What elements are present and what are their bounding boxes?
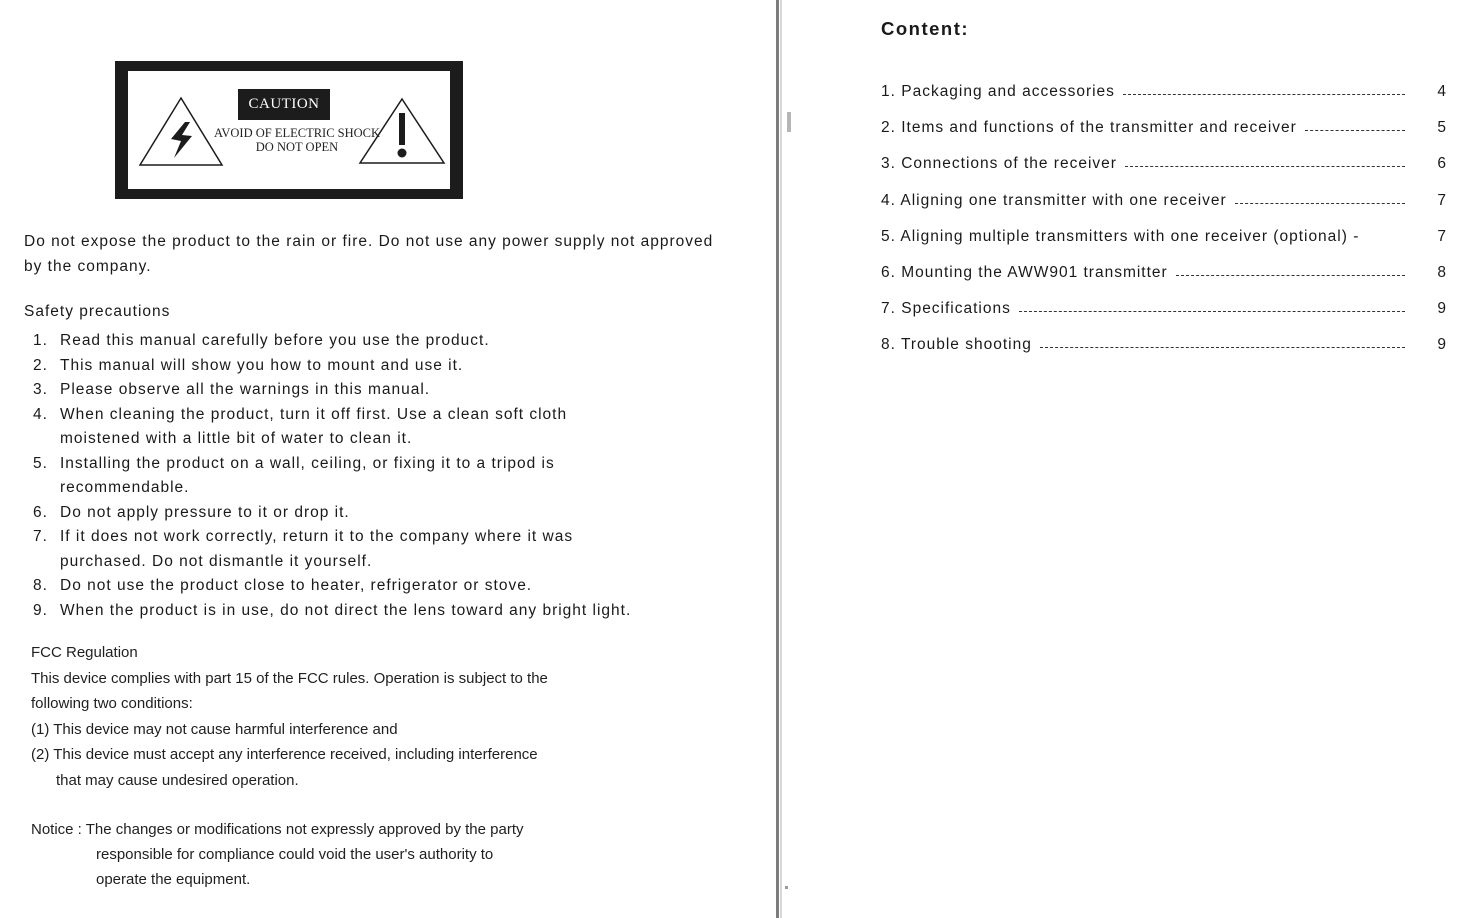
- toc-entry-label: 8. Trouble shooting: [881, 336, 1032, 354]
- fcc-line-2: following two conditions:: [31, 695, 193, 712]
- safety-heading: Safety precautions: [24, 303, 171, 320]
- item-number: 1.: [33, 332, 48, 349]
- item-text: Do not apply pressure to it or drop it.: [60, 503, 350, 521]
- exclamation-warning-icon: [358, 97, 446, 165]
- list-item: [33, 525, 723, 574]
- list-item: [33, 574, 723, 599]
- list-item: [33, 329, 723, 354]
- item-text: When cleaning the product, turn it off first. Use a clean soft cloth moistened with a little bit of water to clean it.: [60, 405, 568, 447]
- notice-line-2: responsible for compliance could void the user's authority to: [96, 846, 494, 863]
- toc-entry-page: 9: [1437, 336, 1447, 354]
- toc-entry[interactable]: [881, 219, 1447, 255]
- item-number: 8.: [33, 577, 48, 594]
- fcc-condition-1: (1) This device may not cause harmful interference and: [31, 720, 398, 738]
- table-of-contents: [881, 74, 1447, 364]
- toc-leader: [1176, 275, 1405, 277]
- notice-line-3: operate the equipment.: [96, 871, 251, 888]
- contents-title: Content:: [881, 18, 970, 39]
- toc-entry-label: 5. Aligning multiple transmitters with one receiver (optional) -: [881, 227, 1360, 245]
- item-number: 3.: [33, 381, 48, 398]
- list-item: [33, 599, 723, 624]
- item-number: 4.: [33, 405, 48, 423]
- toc-entry-page: 7: [1437, 191, 1447, 209]
- toc-entry[interactable]: [881, 183, 1447, 219]
- toc-leader: [1125, 166, 1405, 168]
- item-text: Installing the product on a wall, ceiling, or fixing it to a tripod is recommendable.: [60, 454, 555, 496]
- item-text: If it does not work correctly, return it to the company where it was purchased. Do not dismantle it yourself.: [60, 528, 574, 570]
- fcc-condition-2-cont: that may cause undesired operation.: [56, 771, 299, 789]
- toc-entry-page: 8: [1437, 264, 1447, 282]
- caution-line-1: AVOID OF ELECTRIC SHOCK: [213, 126, 381, 140]
- caution-line-2: DO NOT OPEN: [255, 140, 339, 154]
- list-item: [33, 378, 723, 403]
- item-number: 6.: [33, 503, 48, 521]
- toc-entry-label: 6. Mounting the AWW901 transmitter: [881, 264, 1168, 282]
- item-number: 7.: [33, 528, 48, 545]
- toc-leader: [1235, 203, 1405, 205]
- toc-entry-label: 7. Specifications: [881, 300, 1011, 318]
- toc-leader: [1040, 347, 1405, 349]
- toc-entry[interactable]: [881, 255, 1447, 291]
- item-text: Read this manual carefully before you use the product.: [60, 332, 490, 349]
- toc-entry-page: 4: [1437, 83, 1447, 101]
- toc-entry-label: 3. Connections of the receiver: [881, 155, 1117, 173]
- caution-title: CAUTION: [238, 89, 330, 120]
- toc-entry-label: 2. Items and functions of the transmitter and receiver: [881, 119, 1297, 137]
- safety-list: [33, 329, 723, 623]
- item-number: 2.: [33, 356, 48, 374]
- item-number: 9.: [33, 601, 48, 619]
- toc-leader: [1019, 311, 1405, 313]
- fcc-heading: FCC Regulation: [31, 644, 138, 661]
- toc-entry[interactable]: [881, 291, 1447, 327]
- toc-entry[interactable]: [881, 74, 1447, 110]
- toc-entry[interactable]: [881, 327, 1447, 363]
- item-number: 5.: [33, 454, 48, 472]
- item-text: Please observe all the warnings in this manual.: [60, 381, 431, 398]
- fcc-regulation: [31, 640, 631, 793]
- item-text: This manual will show you how to mount and use it.: [60, 356, 464, 374]
- fcc-line-1: This device complies with part 15 of the FCC rules. Operation is subject to the: [31, 669, 548, 687]
- intro-warning: Do not expose the product to the rain or fire. Do not use any power supply not approved by the company.: [24, 233, 714, 275]
- item-text: Do not use the product close to heater, refrigerator or stove.: [60, 577, 533, 594]
- notice: [31, 817, 631, 892]
- toc-leader: [1367, 239, 1405, 241]
- list-item: [33, 452, 723, 501]
- toc-entry-page: 7: [1437, 227, 1447, 245]
- toc-entry-page: 9: [1437, 300, 1447, 318]
- toc-entry-label: 1. Packaging and accessories: [881, 83, 1115, 101]
- toc-entry-label: 4. Aligning one transmitter with one receiver: [881, 191, 1227, 209]
- book-spine: [776, 0, 779, 918]
- toc-leader: [1123, 94, 1405, 96]
- list-item: [33, 501, 723, 526]
- item-text: When the product is in use, do not direct the lens toward any bright light.: [60, 601, 632, 619]
- toc-entry-page: 5: [1437, 119, 1447, 137]
- fcc-condition-2: (2) This device must accept any interference received, including interference: [31, 746, 538, 763]
- toc-entry-page: 6: [1437, 155, 1447, 173]
- list-item: [33, 354, 723, 379]
- toc-leader: [1305, 130, 1405, 132]
- list-item: [33, 403, 723, 452]
- toc-entry[interactable]: [881, 146, 1447, 182]
- notice-line-1: Notice : The changes or modifications not expressly approved by the party: [31, 821, 524, 838]
- toc-entry[interactable]: [881, 110, 1447, 146]
- right-page: [784, 0, 1472, 918]
- caution-label: [115, 61, 463, 199]
- spine-shadow: [780, 0, 782, 918]
